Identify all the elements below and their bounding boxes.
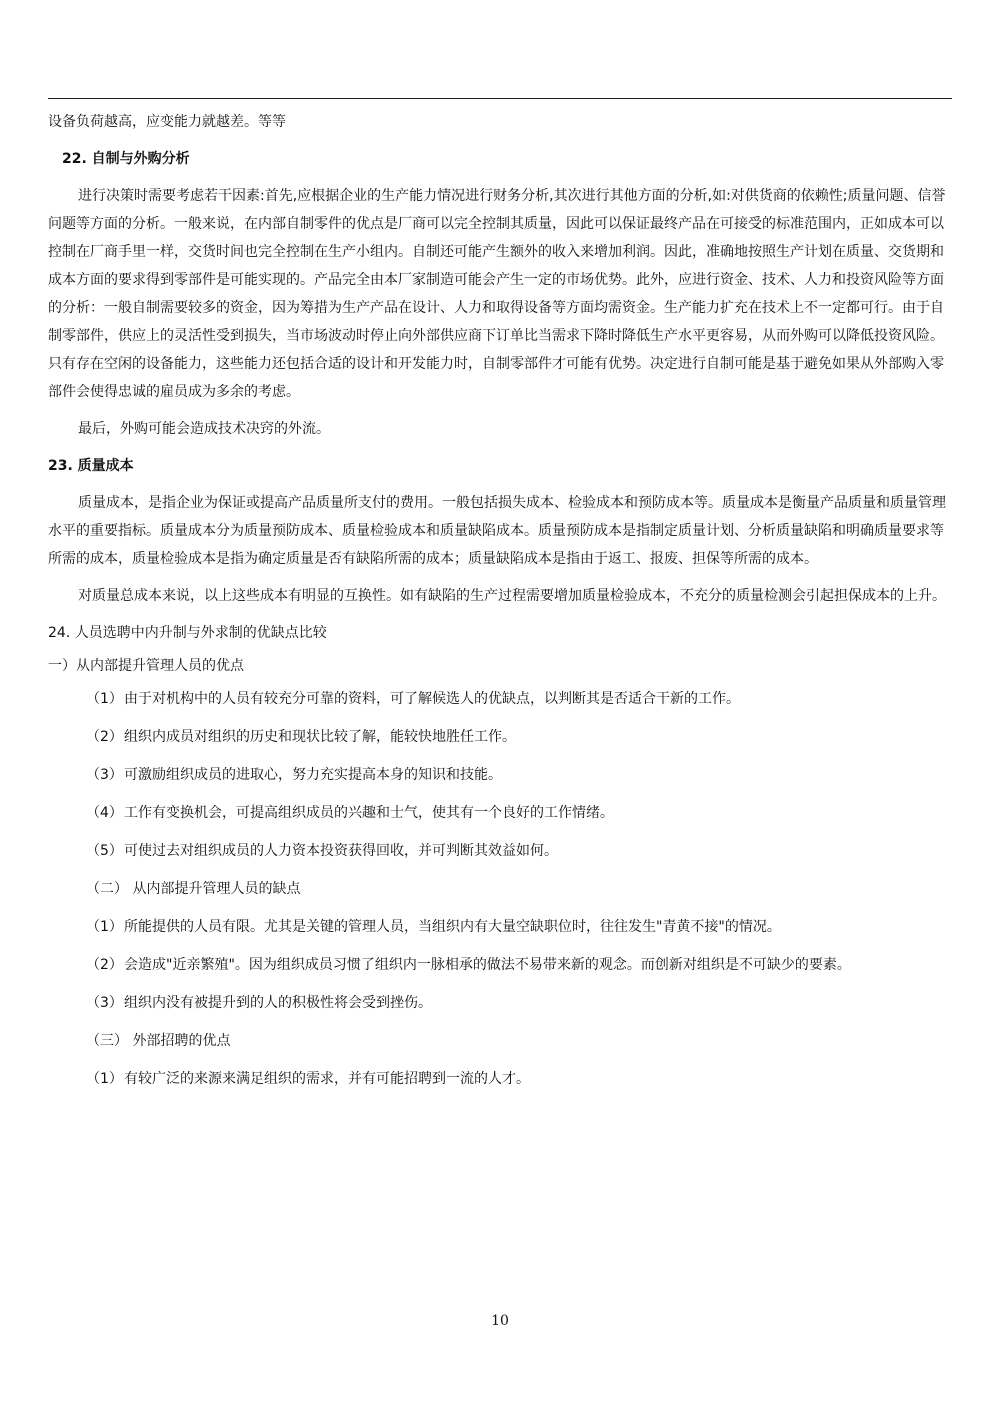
section-23-paragraph-2: 对质量总成本来说，以上这些成本有明显的互换性。如有缺陷的生产过程需要增加质量检验成本，不充分的质量检测会引起担保成本的上升。 (78, 588, 946, 604)
list-item: （3）可激励组织成员的进取心，努力充实提高本身的知识和技能。 (86, 767, 502, 783)
section-22-paragraph-1: 进行决策时需要考虑若干因素:首先,应根据企业的生产能力情况进行财务分析,其次进行其他方面的分析,如:对供货商的依赖性;质量问题、信誉问题等方面的分析。一般来说，在内部自制零件的优点是厂商可以完全控制其质量，因此可以保证最终产品在可接受的标准范围内，正如成本可以控制在厂商手里一样，交货时间也完全控制在生产小组内。自制还可能产生额外的收入来增加利润。因此，准确地按照生产计划在质量、交货期和成本方面的要求得到零部件是可能实现的。产品完全由本厂家制造可能会产生一定的市场优势。此外，应进行资金、技术、人力和投资风险等方面的分析：一般自制需要较多的资金，因为筹措为生产产品在设计、人力和取得设备等方面均需资金。生产能力扩充在技术上不一定都可行。由于自制零部件，供应上的灵活性受到损失，当市场波动时停止向外部供应商下订单比当需求下降时降低生产水平更容易，从而外购可以降低投资风险。只有存在空闲的设备能力，这些能力还包括合适的设计和开发能力时，自制零部件才可能有优势。决定进行自制可能是基于避免如果从外部购入零部件会使得忠诚的雇员成为多余的考虑。 (48, 188, 946, 400)
subheading-internal-cons: （二） 从内部提升管理人员的缺点 (86, 881, 301, 897)
section-23-paragraph-1: 质量成本，是指企业为保证或提高产品质量所支付的费用。一般包括损失成本、检验成本和预防成本等。质量成本是衡量产品质量和质量管理水平的重要指标。质量成本分为质量预防成本、质量检验成本和质量缺陷成本。质量预防成本是指制定质量计划、分析质量缺陷和明确质量要求等所需的成本，质量检验成本是指为确定质量是否有缺陷所需的成本；质量缺陷成本是指由于返工、报废、担保等所需的成本。 (48, 495, 946, 567)
list-item: （1）有较广泛的来源来满足组织的需求，并有可能招聘到一流的人才。 (86, 1071, 530, 1087)
list-item: （5）可使过去对组织成员的人力资本投资获得回收，并可判断其效益如何。 (86, 843, 558, 859)
section-23 (48, 452, 952, 610)
continued-text: 设备负荷越高，应变能力就越差。等等 (48, 114, 286, 130)
page-number: 10 (491, 1313, 509, 1329)
section-22-title: 22. 自制与外购分析 (62, 151, 190, 167)
list-item: （2）组织内成员对组织的历史和现状比较了解，能较快地胜任工作。 (86, 729, 516, 745)
section-24 (48, 619, 952, 1093)
list-item: （2）会造成"近亲繁殖"。因为组织成员习惯了组织内一脉相承的做法不易带来新的观念。而创新对组织是不可缺少的要素。 (86, 957, 851, 973)
header-rule (48, 98, 952, 99)
section-23-title: 23. 质量成本 (48, 458, 134, 474)
document-body (48, 108, 952, 1103)
list-item: （3）组织内没有被提升到的人的积极性将会受到挫伤。 (86, 995, 432, 1011)
list-item: （4）工作有变换机会，可提高组织成员的兴趣和士气，使其有一个良好的工作情绪。 (86, 805, 614, 821)
subheading-internal-pros: 一）从内部提升管理人员的优点 (48, 658, 244, 674)
list-item: （1）所能提供的人员有限。尤其是关键的管理人员，当组织内有大量空缺职位时，往往发生"青黄不接"的情况。 (86, 919, 781, 935)
subheading-external-pros: （三） 外部招聘的优点 (86, 1033, 231, 1049)
section-22 (48, 145, 952, 443)
section-24-title: 24. 人员选聘中内升制与外求制的优缺点比较 (48, 625, 327, 641)
section-22-paragraph-2: 最后，外购可能会造成技术决窍的外流。 (78, 421, 330, 437)
list-item: （1）由于对机构中的人员有较充分可靠的资料，可了解候选人的优缺点，以判断其是否适合干新的工作。 (86, 691, 740, 707)
